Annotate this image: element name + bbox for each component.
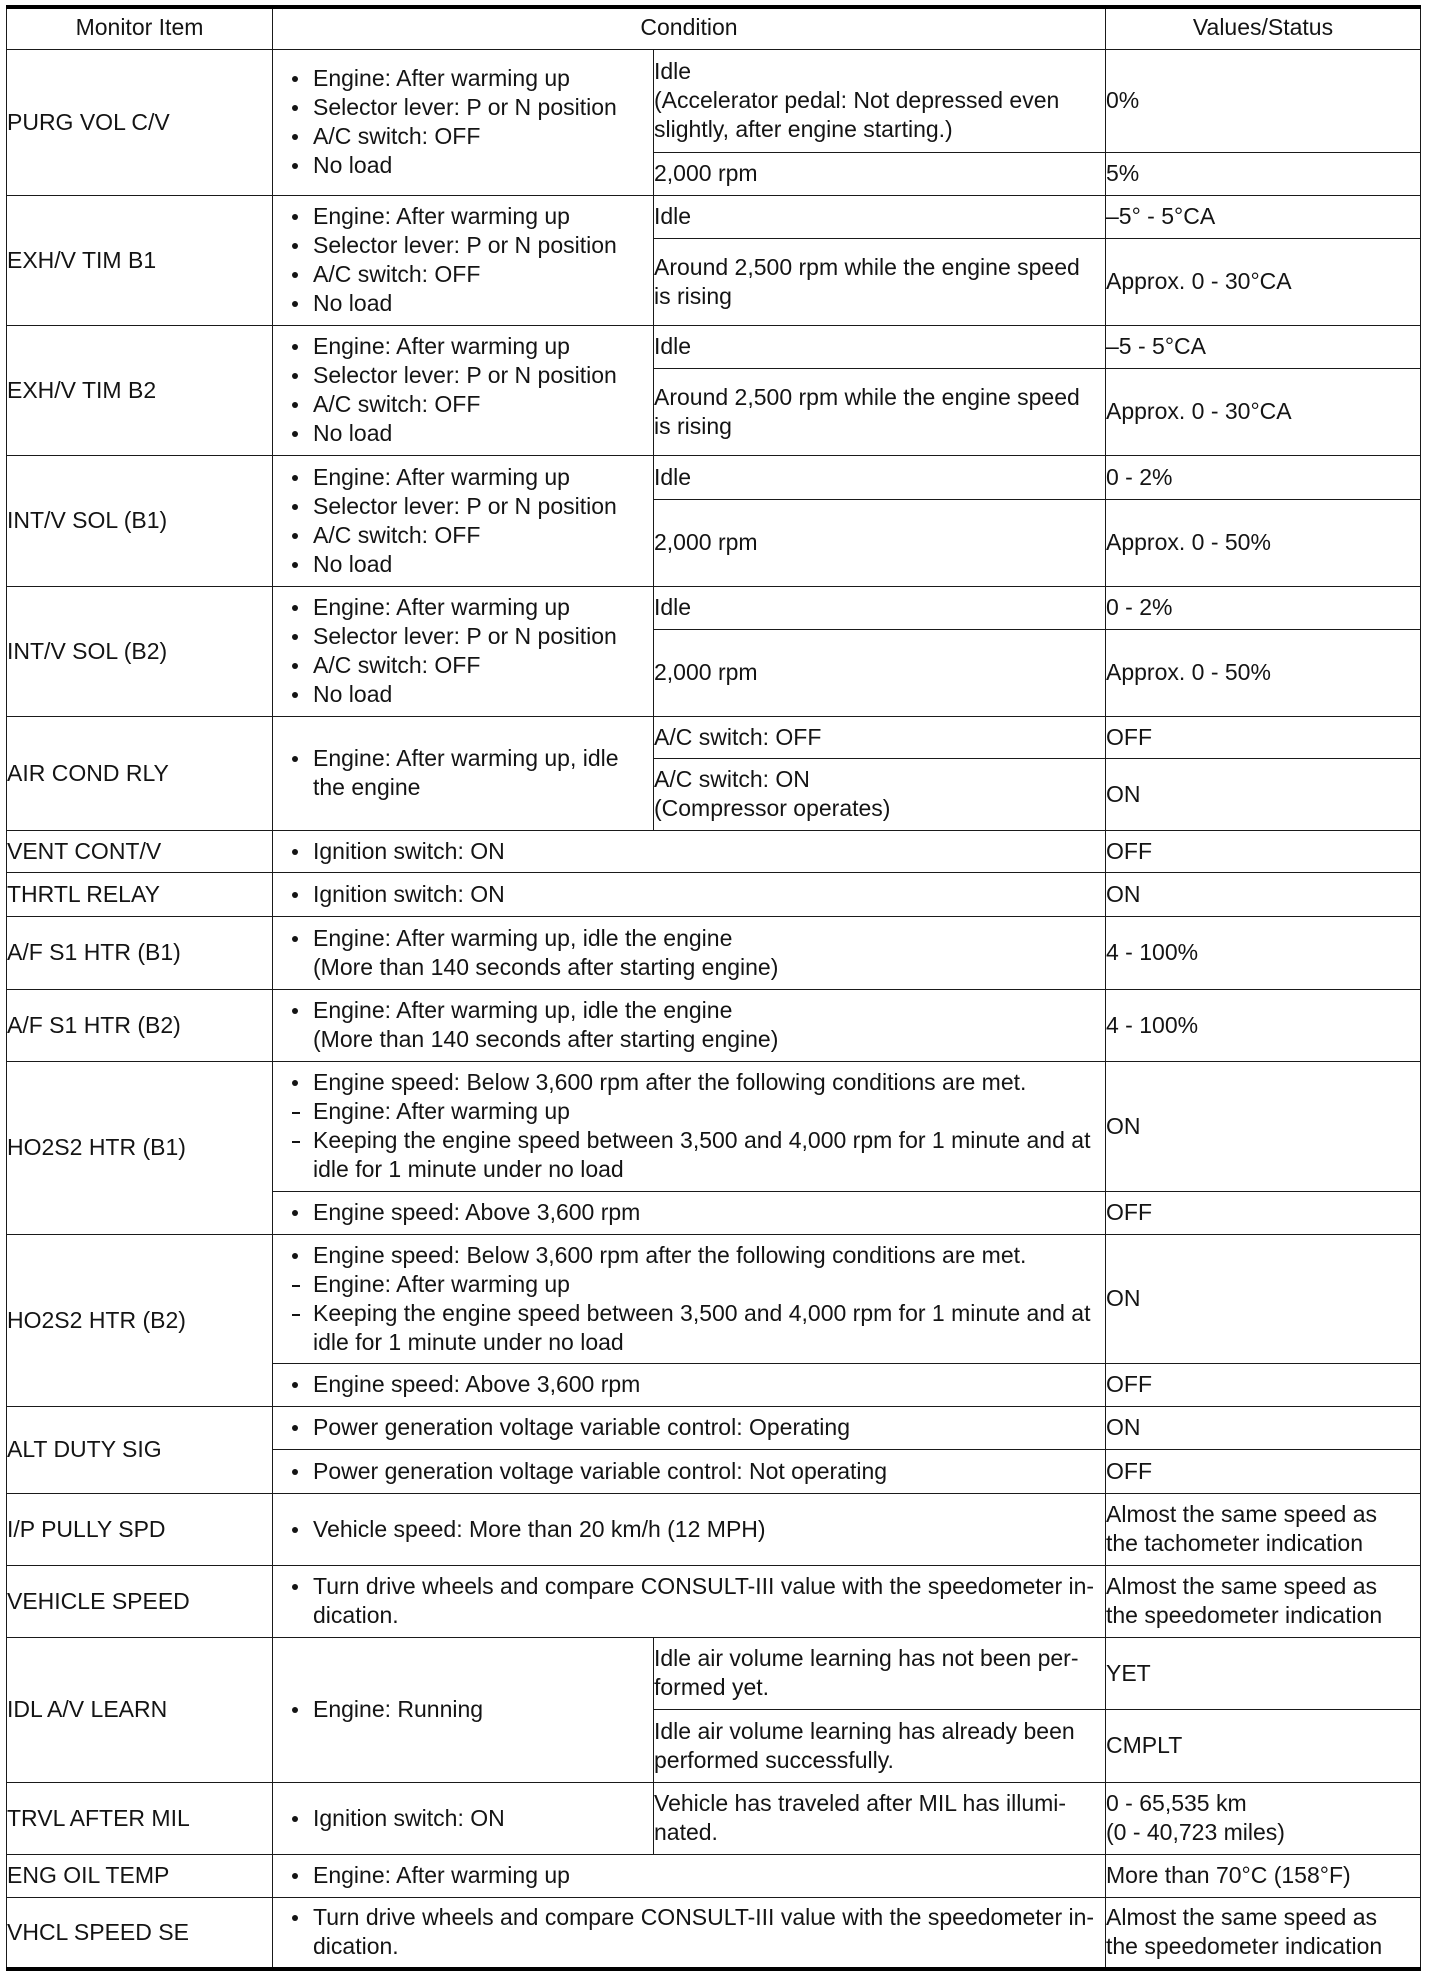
condition-text: Engine: After warming up	[313, 65, 570, 91]
condition-bullet	[273, 1370, 1105, 1399]
sub-condition: Idle air volume learning has not been per- formed yet.	[654, 1637, 1106, 1709]
bullet-icon	[292, 1253, 298, 1259]
value-status: –5 - 5°CA	[1106, 325, 1421, 368]
value-status: OFF	[1106, 830, 1421, 872]
monitor-item: VEHICLE SPEED	[7, 1565, 273, 1637]
monitor-item: I/P PULLY SPD	[7, 1493, 273, 1565]
value-status: 4 - 100%	[1106, 989, 1421, 1061]
value-status: 0 - 65,535 km (0 - 40,723 miles)	[1106, 1782, 1421, 1854]
condition-cell	[273, 1637, 654, 1782]
condition-bullet	[273, 93, 653, 122]
dash-marker-icon	[292, 1112, 300, 1114]
sub-condition: A/C switch: ON (Compressor operates)	[654, 758, 1106, 830]
condition-text: Selector lever: P or N position	[313, 492, 617, 519]
condition-text: A/C switch: OFF	[313, 521, 481, 548]
condition-cell	[273, 1493, 1106, 1565]
value-status: More than 70°C (158°F)	[1106, 1854, 1421, 1897]
condition-text: Engine: After warming up	[313, 203, 570, 229]
condition-bullet	[273, 1572, 1105, 1630]
value-status: Approx. 0 - 30°CA	[1106, 238, 1421, 325]
monitor-item: TRVL AFTER MIL	[7, 1782, 273, 1854]
condition-bullet	[273, 492, 653, 521]
bullet-icon	[292, 272, 298, 278]
bullet-icon	[292, 402, 298, 408]
condition-cell	[273, 872, 1106, 916]
condition-bullet	[273, 1198, 1105, 1227]
bullet-icon	[292, 892, 298, 898]
condition-bullet	[273, 1241, 1105, 1270]
bullet-icon	[292, 634, 298, 640]
table-row	[7, 1493, 1421, 1565]
sub-condition: 2,000 rpm	[654, 152, 1106, 195]
monitor-item: ALT DUTY SIG	[7, 1406, 273, 1493]
value-status: Approx. 0 - 50%	[1106, 499, 1421, 586]
condition-text: Selector lever: P or N position	[313, 362, 617, 388]
condition-text: Engine: After warming up	[313, 594, 570, 620]
sub-condition: Idle	[654, 325, 1106, 368]
condition-text: Keeping the engine speed between 3,500 and 4,000 rpm for 1 minute and at idle for 1 minute under no load	[313, 1127, 1091, 1182]
bullet-icon	[292, 562, 298, 568]
value-status: ON	[1106, 872, 1421, 916]
condition-bullet	[273, 419, 653, 448]
bullet-icon	[292, 105, 298, 111]
monitor-item: HO2S2 HTR (B2)	[7, 1234, 273, 1406]
condition-cell	[273, 916, 1106, 989]
monitor-item: INT/V SOL (B2)	[7, 586, 273, 716]
condition-text: Engine speed: Above 3,600 rpm	[313, 1371, 641, 1397]
monitor-item: VENT CONT/V	[7, 830, 273, 872]
condition-bullet	[273, 151, 653, 180]
condition-bullet	[273, 1068, 1105, 1097]
bullet-icon	[292, 134, 298, 140]
condition-text: Engine: After warming up, idle the engine	[313, 745, 619, 800]
condition-cell	[273, 195, 654, 325]
condition-bullet	[273, 521, 653, 550]
condition-bullet	[273, 593, 653, 622]
condition-sub-item	[273, 1270, 1105, 1299]
bullet-icon	[292, 1527, 298, 1533]
table-row	[7, 872, 1421, 916]
bullet-icon	[292, 936, 298, 942]
condition-cell	[273, 1449, 1106, 1493]
value-status: OFF	[1106, 1363, 1421, 1406]
bullet-icon	[292, 1469, 298, 1475]
value-status: 0 - 2%	[1106, 455, 1421, 499]
table-row	[7, 195, 1421, 238]
condition-cell	[273, 989, 1106, 1061]
value-status: ON	[1106, 1061, 1421, 1191]
bullet-icon	[292, 243, 298, 249]
table-row	[7, 1897, 1421, 1969]
table-row	[7, 1637, 1421, 1709]
condition-sub-item	[273, 1126, 1105, 1184]
condition-bullet	[273, 651, 653, 680]
condition-text: Selector lever: P or N position	[313, 623, 617, 649]
condition-cell	[273, 1854, 1106, 1897]
dash-marker-icon	[292, 1285, 300, 1287]
bullet-icon	[292, 76, 298, 82]
monitor-item: THRTL RELAY	[7, 872, 273, 916]
condition-sub-item	[273, 1097, 1105, 1126]
condition-bullet	[273, 1413, 1105, 1442]
bullet-icon	[292, 1707, 298, 1713]
sub-condition: Vehicle has traveled after MIL has illumi- nated.	[654, 1782, 1106, 1854]
condition-bullet	[273, 837, 1105, 866]
bullet-icon	[292, 1425, 298, 1431]
value-status: CMPLT	[1106, 1709, 1421, 1782]
table-row	[7, 586, 1421, 629]
table-row	[7, 1234, 1421, 1363]
header-condition: Condition	[273, 7, 1106, 49]
value-status: ON	[1106, 758, 1421, 830]
bullet-icon	[292, 533, 298, 539]
bullet-icon	[292, 1210, 298, 1216]
table-row	[7, 716, 1421, 758]
condition-text: Ignition switch: ON	[313, 1804, 505, 1831]
bullet-icon	[292, 163, 298, 169]
condition-bullet	[273, 880, 1105, 909]
table-row	[7, 1061, 1421, 1191]
condition-bullet	[273, 622, 653, 651]
table-row	[7, 49, 1421, 152]
condition-bullet	[273, 361, 653, 390]
condition-text: Engine speed: Below 3,600 rpm after the following conditions are met.	[313, 1069, 1027, 1095]
condition-text: Turn drive wheels and compare CONSULT-III value with the speedometer in- dication.	[313, 1573, 1095, 1628]
bullet-icon	[292, 663, 298, 669]
condition-cell	[273, 716, 654, 830]
value-status: OFF	[1106, 1449, 1421, 1493]
table-header-row	[7, 7, 1421, 49]
value-status: OFF	[1106, 1191, 1421, 1234]
condition-cell	[273, 1061, 1106, 1191]
monitor-item: INT/V SOL (B1)	[7, 455, 273, 586]
sub-condition: Around 2,500 rpm while the engine speed is rising	[654, 238, 1106, 325]
bullet-icon	[292, 373, 298, 379]
condition-text: Vehicle speed: More than 20 km/h (12 MPH)	[313, 1515, 766, 1542]
bullet-icon	[292, 214, 298, 220]
value-status: Almost the same speed as the speedometer indication	[1106, 1897, 1421, 1969]
monitor-item: AIR COND RLY	[7, 716, 273, 830]
condition-cell	[273, 455, 654, 586]
value-status: YET	[1106, 1637, 1421, 1709]
condition-text: No load	[313, 420, 393, 446]
condition-cell	[273, 1234, 1106, 1363]
condition-text: Engine: After warming up	[313, 1862, 570, 1888]
header-monitor-item: Monitor Item	[7, 7, 273, 49]
value-status: OFF	[1106, 716, 1421, 758]
bullet-icon	[292, 849, 298, 855]
condition-bullet	[273, 1457, 1105, 1486]
condition-text: Selector lever: P or N position	[313, 232, 617, 258]
monitor-item: PURG VOL C/V	[7, 49, 273, 195]
condition-text: No load	[313, 290, 393, 316]
bullet-icon	[292, 1080, 298, 1086]
bullet-icon	[292, 756, 298, 762]
condition-bullet	[273, 550, 653, 579]
bullet-icon	[292, 605, 298, 611]
table-row	[7, 325, 1421, 368]
condition-text: Turn drive wheels and compare CONSULT-III value with the speedometer in- dication.	[313, 1904, 1095, 1960]
table-row	[7, 1782, 1421, 1854]
condition-cell	[273, 1782, 654, 1854]
monitor-item: VHCL SPEED SE	[7, 1897, 273, 1969]
condition-cell	[273, 1363, 1106, 1406]
condition-text: Engine: After warming up	[313, 1098, 570, 1124]
condition-bullet	[273, 122, 653, 151]
condition-cell	[273, 1565, 1106, 1637]
condition-text: Engine speed: Above 3,600 rpm	[313, 1199, 641, 1225]
bullet-icon	[292, 344, 298, 350]
condition-cell	[273, 49, 654, 195]
monitor-item: A/F S1 HTR (B2)	[7, 989, 273, 1061]
bullet-icon	[292, 504, 298, 510]
table-row	[7, 455, 1421, 499]
condition-bullet	[273, 924, 1105, 982]
sub-condition: 2,000 rpm	[654, 629, 1106, 716]
value-status: 0%	[1106, 49, 1421, 152]
condition-bullet	[273, 744, 653, 802]
condition-bullet	[273, 680, 653, 709]
value-status: 0 - 2%	[1106, 586, 1421, 629]
bullet-icon	[292, 1584, 298, 1590]
condition-cell	[273, 1191, 1106, 1234]
dash-marker-icon	[292, 1314, 300, 1316]
sub-condition: Idle	[654, 586, 1106, 629]
table-row	[7, 989, 1421, 1061]
bullet-icon	[292, 1816, 298, 1822]
value-status: ON	[1106, 1406, 1421, 1449]
condition-text: Power generation voltage variable control: Not operating	[313, 1457, 888, 1484]
monitor-item: EXH/V TIM B1	[7, 195, 273, 325]
sub-condition: Around 2,500 rpm while the engine speed is rising	[654, 368, 1106, 455]
condition-text: A/C switch: OFF	[313, 261, 481, 287]
condition-text: Engine: After warming up, idle the engine (More than 140 seconds after starting engine)	[313, 997, 779, 1052]
condition-text: A/C switch: OFF	[313, 652, 481, 678]
bullet-icon	[292, 1915, 298, 1921]
condition-text: Engine: After warming up	[313, 1270, 570, 1297]
condition-text: Power generation voltage variable control: Operating	[313, 1414, 850, 1440]
table-row	[7, 1854, 1421, 1897]
condition-text: No load	[313, 152, 393, 178]
condition-text: Ignition switch: ON	[313, 880, 505, 907]
condition-bullet	[273, 463, 653, 492]
condition-cell	[273, 325, 654, 455]
bullet-icon	[292, 1008, 298, 1014]
condition-cell	[273, 1897, 1106, 1969]
condition-text: No load	[313, 681, 393, 707]
condition-cell	[273, 586, 654, 716]
bullet-icon	[292, 475, 298, 481]
bullet-icon	[292, 1382, 298, 1388]
bullet-icon	[292, 301, 298, 307]
condition-bullet	[273, 390, 653, 419]
condition-bullet	[273, 202, 653, 231]
header-values-status: Values/Status	[1106, 7, 1421, 49]
table-row	[7, 916, 1421, 989]
condition-text: No load	[313, 550, 393, 577]
condition-text: A/C switch: OFF	[313, 123, 481, 149]
condition-bullet	[273, 289, 653, 318]
dash-marker-icon	[292, 1141, 300, 1143]
monitor-item: EXH/V TIM B2	[7, 325, 273, 455]
condition-sub-item	[273, 1299, 1105, 1357]
condition-bullet	[273, 996, 1105, 1054]
monitor-item: A/F S1 HTR (B1)	[7, 916, 273, 989]
condition-cell	[273, 830, 1106, 872]
condition-cell	[273, 1406, 1106, 1449]
monitor-item: ENG OIL TEMP	[7, 1854, 273, 1897]
value-status: Almost the same speed as the speedometer indication	[1106, 1565, 1421, 1637]
value-status: ON	[1106, 1234, 1421, 1363]
condition-text: Selector lever: P or N position	[313, 94, 617, 120]
value-status: 5%	[1106, 152, 1421, 195]
condition-bullet	[273, 1903, 1105, 1961]
sub-condition: Idle (Accelerator pedal: Not depressed even slightly, after engine starting.)	[654, 49, 1106, 152]
sub-condition: A/C switch: OFF	[654, 716, 1106, 758]
value-status: Approx. 0 - 50%	[1106, 629, 1421, 716]
bullet-icon	[292, 1873, 298, 1879]
sub-condition: Idle	[654, 195, 1106, 238]
condition-text: Engine speed: Below 3,600 rpm after the following conditions are met.	[313, 1241, 1027, 1268]
condition-bullet	[273, 64, 653, 93]
condition-bullet	[273, 260, 653, 289]
bullet-icon	[292, 431, 298, 437]
monitor-item: IDL A/V LEARN	[7, 1637, 273, 1782]
condition-text: A/C switch: OFF	[313, 391, 481, 417]
condition-bullet	[273, 1804, 653, 1833]
condition-bullet	[273, 332, 653, 361]
condition-text: Engine: After warming up	[313, 333, 570, 359]
monitor-item-table	[6, 5, 1421, 1971]
condition-text: Ignition switch: ON	[313, 837, 505, 864]
condition-text: Engine: After warming up, idle the engine (More than 140 seconds after starting engine)	[313, 924, 779, 980]
condition-bullet	[273, 1515, 1105, 1544]
table-row	[7, 1565, 1421, 1637]
value-status: Approx. 0 - 30°CA	[1106, 368, 1421, 455]
value-status: –5° - 5°CA	[1106, 195, 1421, 238]
table-row	[7, 1406, 1421, 1449]
bullet-icon	[292, 692, 298, 698]
condition-bullet	[273, 231, 653, 260]
condition-bullet	[273, 1695, 653, 1724]
sub-condition: 2,000 rpm	[654, 499, 1106, 586]
table-row	[7, 830, 1421, 872]
value-status: 4 - 100%	[1106, 916, 1421, 989]
monitor-item: HO2S2 HTR (B1)	[7, 1061, 273, 1234]
condition-text: Engine: Running	[313, 1696, 484, 1722]
sub-condition: Idle air volume learning has already been performed successfully.	[654, 1709, 1106, 1782]
sub-condition: Idle	[654, 455, 1106, 499]
condition-text: Engine: After warming up	[313, 463, 570, 490]
condition-bullet	[273, 1861, 1105, 1890]
value-status: Almost the same speed as the tachometer indication	[1106, 1493, 1421, 1565]
condition-text: Keeping the engine speed between 3,500 and 4,000 rpm for 1 minute and at idle for 1 minute under no load	[313, 1299, 1091, 1355]
